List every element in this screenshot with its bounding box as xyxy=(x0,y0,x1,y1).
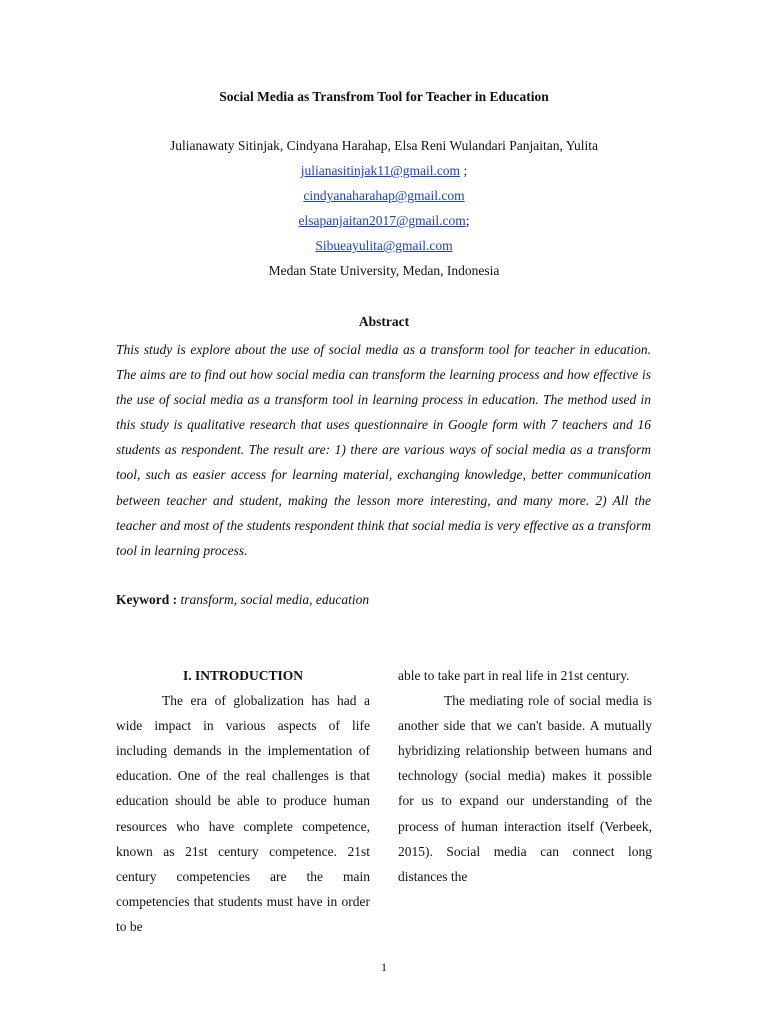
email-line-4 xyxy=(0,237,768,262)
email-link-1[interactable]: julianasitinjak11@gmail.com xyxy=(300,163,461,178)
left-column xyxy=(116,663,370,939)
intro-paragraph-2: The mediating role of social media is another side that we can't baside. A mutually hybridizing relationship between humans and technology (social media) makes it possible for us to expand our understanding of the process of human interaction itself (Verbeek, 2015). Social media can connect long distances the xyxy=(398,693,652,884)
author-block xyxy=(0,137,768,287)
email-link-2[interactable]: cindyanaharahap@gmail.com xyxy=(303,188,465,203)
keyword-value: transform, social media, education xyxy=(177,592,370,607)
intro-paragraph-1-continued: able to take part in real life in 21st century. xyxy=(398,668,630,683)
right-column xyxy=(398,663,652,889)
page-number: 1 xyxy=(381,960,387,974)
email-line-2 xyxy=(0,187,768,212)
intro-paragraph-1: The era of globalization has had a wide impact in various aspects of life including demands in the implementation of education. One of the real challenges is that education should be able to produce human resources who have complete competence, known as 21st century competence. 21st century competencies are the main competencies that students must have in order to be xyxy=(116,693,370,934)
email-link-4[interactable]: Sibueayulita@gmail.com xyxy=(315,238,453,253)
email-line-3: elsapanjaitan2017@gmail.com; xyxy=(298,213,470,228)
email-line-1: julianasitinjak11@gmail.com ; xyxy=(300,163,468,178)
section-heading-introduction: I. INTRODUCTION xyxy=(182,668,304,683)
paper-title: Social Media as Transfrom Tool for Teacher in Education xyxy=(219,89,549,104)
keyword-label: Keyword : xyxy=(116,592,178,607)
author-names: Julianawaty Sitinjak, Cindyana Harahap, Elsa Reni Wulandari Panjaitan, Yulita xyxy=(170,138,598,153)
email-link-3[interactable]: elsapanjaitan2017@gmail.com xyxy=(298,213,466,228)
abstract-text: This study is explore about the use of social media as a transform tool for teacher in education. The aims are to find out how social media can transform the learning process and how effective is the use of social media as a transform tool in learning process in education. The method used in this study is qualitative research that uses questionnaire in Google form with 7 teachers and 16 students as respondent. The result are: 1) there are various ways of social media as a transform tool, such as easier access for learning material, exchanging knowledge, better communication between teacher and student, making the lesson more interesting, and many more. 2) All the teacher and most of the students respondent think that social media is very effective as a transform tool in learning process. xyxy=(116,342,651,558)
keywords xyxy=(116,589,651,611)
abstract-heading: Abstract xyxy=(358,314,410,329)
affiliation: Medan State University, Medan, Indonesia xyxy=(268,263,500,278)
